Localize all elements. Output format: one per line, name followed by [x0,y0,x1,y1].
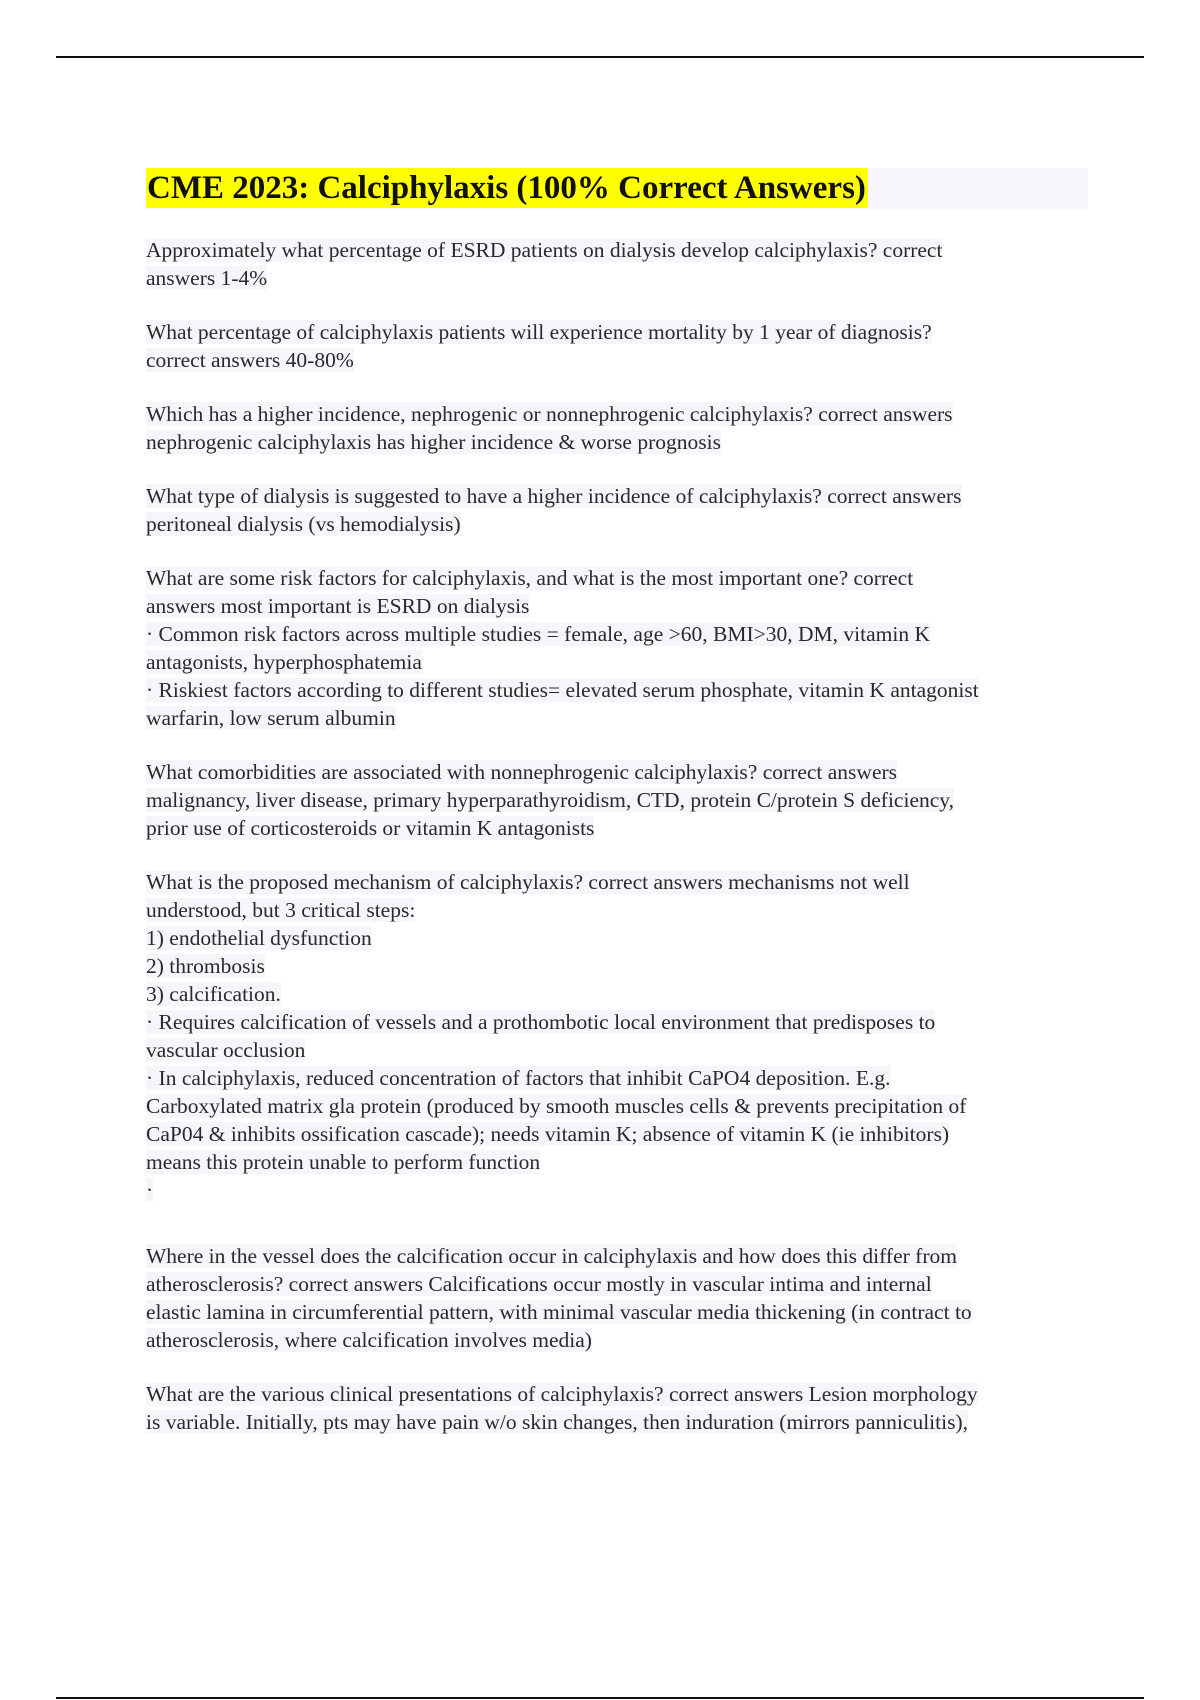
qa-line [146,1380,1088,1408]
qa-line [146,952,1088,980]
qa-line [146,1408,1088,1436]
qa-line [146,482,1088,510]
qa-line [146,510,1088,538]
qa-line [146,1176,1088,1204]
qa-line [146,236,1088,264]
qa-item [146,482,1088,538]
qa-line [146,896,1088,924]
qa-line-text: atherosclerosis? correct answers Calcifications occur mostly in vascular intima and internal [146,1272,932,1296]
qa-line-text: · Riskiest factors according to different studies= elevated serum phosphate, vitamin K antagonist [146,678,979,702]
qa-line-text: vascular occlusion [146,1038,306,1062]
top-rule [56,56,1144,58]
qa-line [146,1092,1088,1120]
qa-item [146,758,1088,842]
qa-line-text: answers most important is ESRD on dialysis [146,594,530,618]
qa-line-text: Where in the vessel does the calcification occur in calciphylaxis and how does this differ from [146,1244,957,1268]
qa-line [146,564,1088,592]
qa-line [146,1326,1088,1354]
qa-line-text: means this protein unable to perform function [146,1150,541,1174]
qa-line [146,814,1088,842]
qa-item [146,1380,1088,1436]
qa-line [146,1298,1088,1326]
qa-line [146,648,1088,676]
qa-line-text: elastic lamina in circumferential pattern, with minimal vascular media thickening (in contract to [146,1300,972,1324]
qa-line [146,1036,1088,1064]
qa-line [146,758,1088,786]
qa-line [146,676,1088,704]
qa-line [146,428,1088,456]
document-body [146,168,1088,1462]
title-band [146,168,1088,210]
qa-line [146,318,1088,346]
qa-line-text: · [146,1178,154,1202]
qa-line-text: Approximately what percentage of ESRD patients on dialysis develop calciphylaxis? correct [146,238,943,262]
qa-line-text: warfarin, low serum albumin [146,706,396,730]
qa-line-text: nephrogenic calciphylaxis has higher incidence & worse prognosis [146,430,721,454]
document-title: CME 2023: Calciphylaxis (100% Correct Answers) [147,170,866,206]
qa-line [146,924,1088,952]
qa-line-text: prior use of corticosteroids or vitamin K antagonists [146,816,595,840]
qa-line-text: 2) thrombosis [146,954,265,978]
qa-line [146,264,1088,292]
qa-line-text: What percentage of calciphylaxis patients will experience mortality by 1 year of diagnosis? [146,320,932,344]
qa-line-text: 1) endothelial dysfunction [146,926,372,950]
qa-line-text: correct answers 40-80% [146,348,354,372]
qa-line [146,868,1088,896]
qa-item [146,236,1088,292]
qa-line [146,980,1088,1008]
qa-line-text: Which has a higher incidence, nephrogenic or nonnephrogenic calciphylaxis? correct answers [146,402,953,426]
qa-line [146,346,1088,374]
qa-line [146,1008,1088,1036]
qa-list [146,236,1088,1436]
qa-line-text: What are some risk factors for calciphylaxis, and what is the most important one? correct [146,566,914,590]
qa-line-text: · Requires calcification of vessels and a prothombotic local environment that predisposes to [146,1010,936,1034]
qa-line-text: peritoneal dialysis (vs hemodialysis) [146,512,461,536]
qa-item [146,318,1088,374]
qa-line-text: What is the proposed mechanism of calciphylaxis? correct answers mechanisms not well [146,870,910,894]
qa-item [146,868,1088,1204]
qa-line [146,1148,1088,1176]
qa-line-text: What comorbidities are associated with nonnephrogenic calciphylaxis? correct answers [146,760,898,784]
qa-line-text: is variable. Initially, pts may have pain w/o skin changes, then induration (mirrors panniculitis), [146,1410,968,1434]
qa-line-text: answers 1-4% [146,266,268,290]
qa-line [146,592,1088,620]
qa-line-text: · In calciphylaxis, reduced concentration of factors that inhibit CaPO4 deposition. E.g. [146,1066,891,1090]
qa-item [146,400,1088,456]
qa-line-text: atherosclerosis, where calcification involves media) [146,1328,592,1352]
bottom-rule [56,1697,1144,1699]
qa-line-text: What type of dialysis is suggested to have a higher incidence of calciphylaxis? correct answers [146,484,962,508]
qa-item [146,564,1088,732]
qa-line [146,1242,1088,1270]
qa-line-text: malignancy, liver disease, primary hyperparathyroidism, CTD, protein C/protein S deficiency, [146,788,955,812]
qa-line [146,620,1088,648]
qa-line-text: understood, but 3 critical steps: [146,898,416,922]
qa-line-text: Carboxylated matrix gla protein (produced by smooth muscles cells & prevents precipitation of [146,1094,967,1118]
qa-line-text: antagonists, hyperphosphatemia [146,650,422,674]
qa-line [146,704,1088,732]
qa-line-text: CaP04 & inhibits ossification cascade); needs vitamin K; absence of vitamin K (ie inhibitors) [146,1122,950,1146]
qa-line [146,1270,1088,1298]
qa-item [146,1242,1088,1354]
qa-line [146,786,1088,814]
qa-line-text: 3) calcification. [146,982,281,1006]
qa-line-text: What are the various clinical presentations of calciphylaxis? correct answers Lesion morphology [146,1382,978,1406]
qa-line [146,1120,1088,1148]
qa-line-text: · Common risk factors across multiple studies = female, age >60, BMI>30, DM, vitamin K [146,622,930,646]
qa-line [146,1064,1088,1092]
qa-line [146,400,1088,428]
